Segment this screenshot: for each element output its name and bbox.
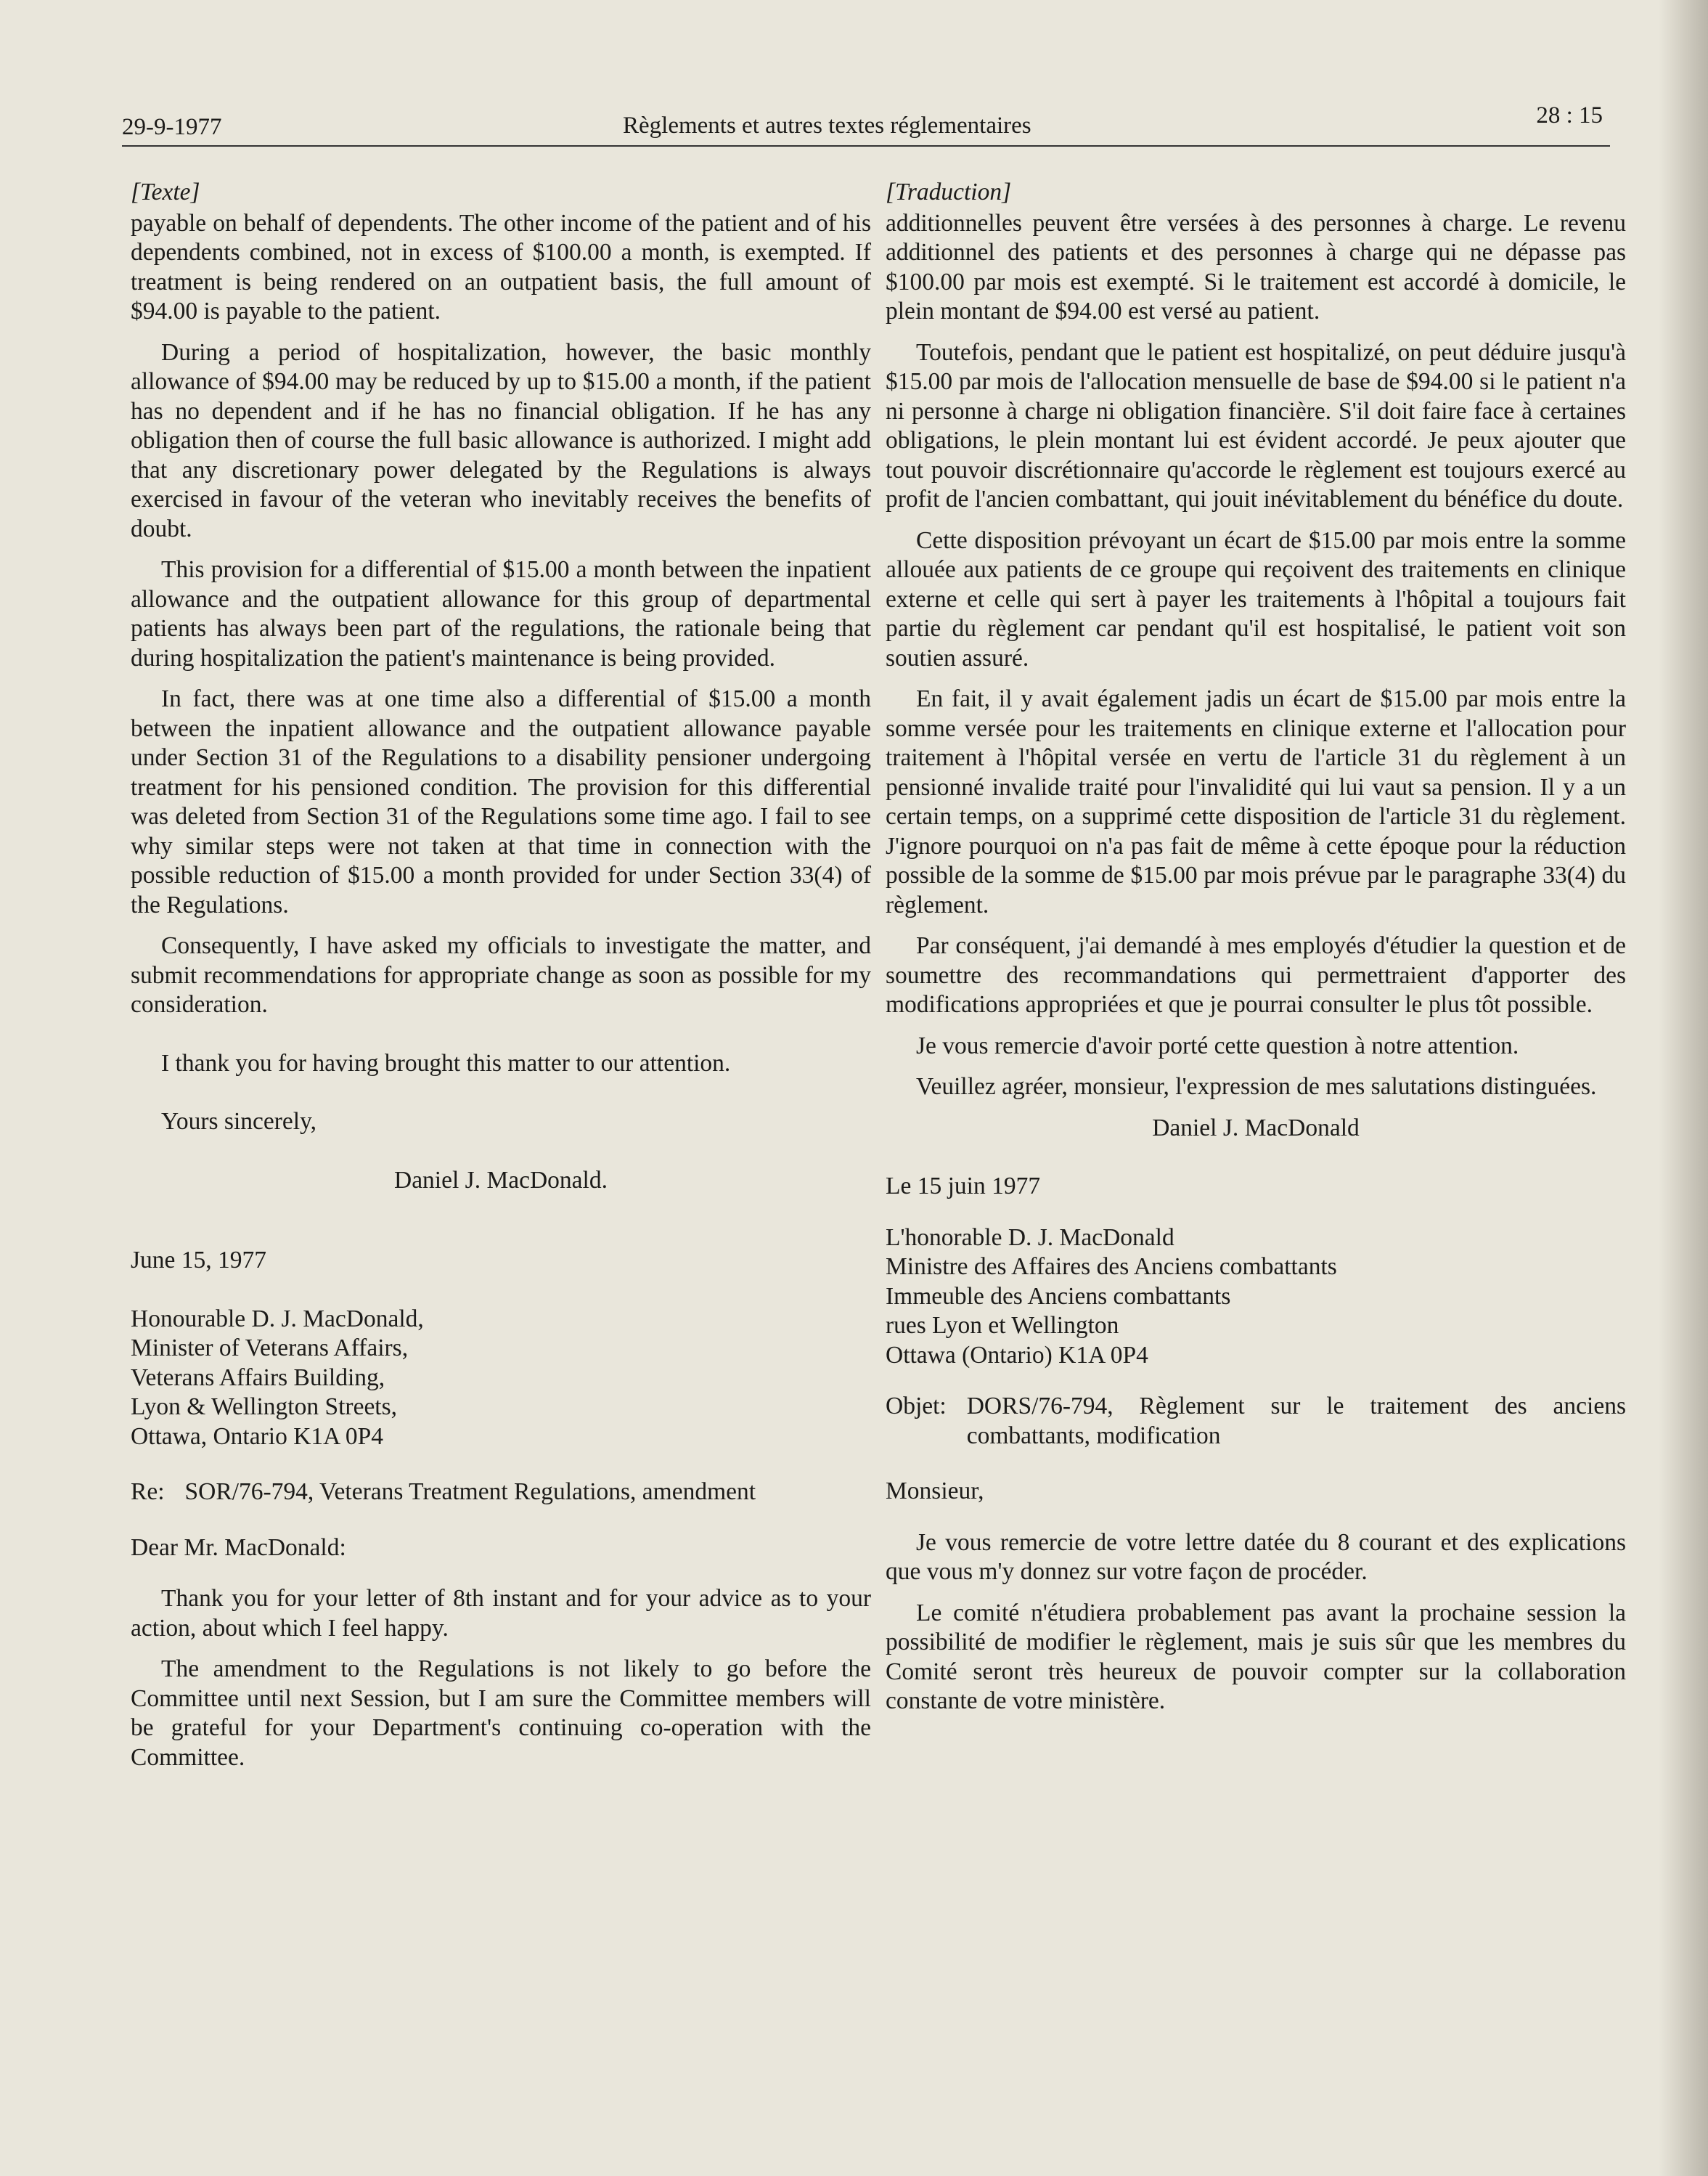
recipient-address xyxy=(131,1305,871,1452)
paragraph: Par conséquent, j'ai demandé à mes employés d'étudier la question et de soumettre des recommandations qui permettraient d'apporter des modifications appropriées et que je pourrai consulter le plus tôt possible. xyxy=(886,932,1626,1018)
subject-text: SOR/76-794, Veterans Treatment Regulations, amendment xyxy=(184,1478,756,1505)
subject-label: Re: xyxy=(131,1478,165,1505)
letter-date: Le 15 juin 1977 xyxy=(886,1173,1041,1199)
address-line: Ottawa, Ontario K1A 0P4 xyxy=(131,1422,383,1450)
subject-line xyxy=(131,1478,871,1507)
header-page-number: 28 : 15 xyxy=(1536,102,1603,129)
paragraph: The amendment to the Regulations is not likely to go before the Committee until next Session, but I am sure the Committee members will be grateful for your Department's continuing co-operation with the Committee. xyxy=(131,1655,871,1771)
recipient-address xyxy=(886,1223,1626,1371)
address-line: Veterans Affairs Building, xyxy=(131,1364,385,1391)
paragraph: En fait, il y avait également jadis un écart de $15.00 par mois entre la somme versée pour les traitements en clinique externe et l'allocation pour traitement à l'hôpital versée en vertu de l'article 31 du règlement à un pensionné invalide traité pour l'invalidité qui lui vaut sa pension. Il y a un certain temps, on a supprimé cette disposition de l'article 31 du règlement. J'ignore pourquoi on n'a pas fait de même à cette époque pour la réduction possible de la somme de $15.00 par mois prévue par le paragraphe 33(4) du règlement. xyxy=(886,685,1626,918)
letter-date: June 15, 1977 xyxy=(131,1247,267,1274)
header-title: Règlements et autres textes réglementaires xyxy=(623,113,1031,139)
address-line: Lyon & Wellington Streets, xyxy=(131,1393,398,1420)
address-line: rues Lyon et Wellington xyxy=(886,1312,1119,1339)
signature: Daniel J. MacDonald xyxy=(1152,1114,1360,1141)
address-line: Immeuble des Anciens combattants xyxy=(886,1282,1231,1310)
english-column xyxy=(131,178,871,1784)
paragraph: payable on behalf of dependents. The other income of the patient and of his dependents combined, not in excess of $100.00 a month, is exempted. If treatment is being rendered on an outpatient basis, the full amount of $94.00 is payable to the patient. xyxy=(131,209,871,325)
paragraph: Cette disposition prévoyant un écart de $15.00 par mois entre la somme allouée aux patients de ce groupe qui reçoivent des traitements en clinique externe et celle qui sert à payer les traitements à l'hôpital a toujours fait partie du règlement car pendant qu'il est hospitalisé, le patient voit son soutien assuré. xyxy=(886,526,1626,672)
page-edge-shadow xyxy=(1659,0,1708,2176)
column-heading: [Traduction] xyxy=(886,179,1012,205)
address-line: L'honorable D. J. MacDonald xyxy=(886,1223,1174,1251)
column-heading: [Texte] xyxy=(131,179,200,205)
subject-text: DORS/76-794, Règlement sur le traitement des anciens combattants, modification xyxy=(966,1393,1626,1449)
signature: Daniel J. MacDonald. xyxy=(394,1166,608,1194)
salutation: Dear Mr. MacDonald: xyxy=(131,1533,346,1561)
paragraph: Toutefois, pendant que le patient est hospitalizé, on peut déduire jusqu'à $15.00 par mois de l'allocation mensuelle de base de $94.00 si le patient n'a ni personne à charge ni obligation financière. S'il doit faire face à certaines obligations, le plein montant lui est évident accordé. Je peux ajouter que tout pouvoir discrétionnaire qu'accorde le règlement est toujours exercé au profit de l'ancien combattant, qui jouit inévitablement du bénéfice du doute. xyxy=(886,338,1626,513)
subject-label: Objet: xyxy=(886,1393,947,1419)
page-header xyxy=(122,102,1610,147)
address-line: Ottawa (Ontario) K1A 0P4 xyxy=(886,1341,1148,1369)
letter-closing: Veuillez agréer, monsieur, l'expression de mes salutations distinguées. xyxy=(916,1073,1597,1100)
address-line: Ministre des Affaires des Anciens combattants xyxy=(886,1253,1337,1280)
address-line: Minister of Veterans Affairs, xyxy=(131,1334,409,1361)
address-line: Honourable D. J. MacDonald, xyxy=(131,1305,424,1332)
paragraph: Je vous remercie de votre lettre datée du 8 courant et des explications que vous m'y donnez sur votre façon de procéder. xyxy=(886,1528,1626,1585)
letter-closing: Yours sincerely, xyxy=(161,1108,317,1135)
paragraph: Thank you for your letter of 8th instant and for your advice as to your action, about which I feel happy. xyxy=(131,1585,871,1642)
salutation: Monsieur, xyxy=(886,1478,984,1504)
paragraph: This provision for a differential of $15.00 a month between the inpatient allowance and the outpatient allowance for this group of departmental patients has always been part of the regulations, the rationale being that during hospitalization the patient's maintenance is being provided. xyxy=(131,556,871,672)
paragraph: During a period of hospitalization, however, the basic monthly allowance of $94.00 may be reduced by up to $15.00 a month, if the patient has no dependent and if he has no financial obligation. If he has any obligation then of course the full basic allowance is authorized. I might add that any discretionary power delegated by the Regulations is always exercised in favour of the veteran who inevitably receives the benefits of doubt. xyxy=(131,338,871,542)
paragraph: Consequently, I have asked my officials to investigate the matter, and submit recommendations for appropriate change as soon as possible for my consideration. xyxy=(131,932,871,1018)
header-date: 29-9-1977 xyxy=(122,114,222,140)
paragraph: additionnelles peuvent être versées à des personnes à charge. Le revenu additionnel des patients et des personnes à charge qui ne dépasse pas $100.00 par mois est exempté. Si le traitement est accordé à domicile, le plein montant de $94.00 est versé au patient. xyxy=(886,209,1626,325)
french-column xyxy=(886,178,1626,1728)
paragraph: Le comité n'étudiera probablement pas avant la prochaine session la possibilité de modifier le règlement, mais je suis sûr que les membres du Comité seront très heureux de pouvoir compter sur la collaboration constante de votre ministère. xyxy=(886,1599,1626,1714)
paragraph: I thank you for having brought this matter to our attention. xyxy=(161,1049,731,1077)
paragraph: In fact, there was at one time also a differential of $15.00 a month between the inpatient allowance and the outpatient allowance payable under Section 31 of the Regulations to a disability pensioner undergoing treatment for his pensioned condition. The provision for this differential was deleted from Section 31 of the Regulations some time ago. I fail to see why similar steps were not taken at that time in connection with the possible reduction of $15.00 a month provided for under Section 33(4) of the Regulations. xyxy=(131,685,871,918)
paragraph: Je vous remercie d'avoir porté cette question à notre attention. xyxy=(916,1032,1519,1059)
subject-line xyxy=(886,1392,1626,1451)
